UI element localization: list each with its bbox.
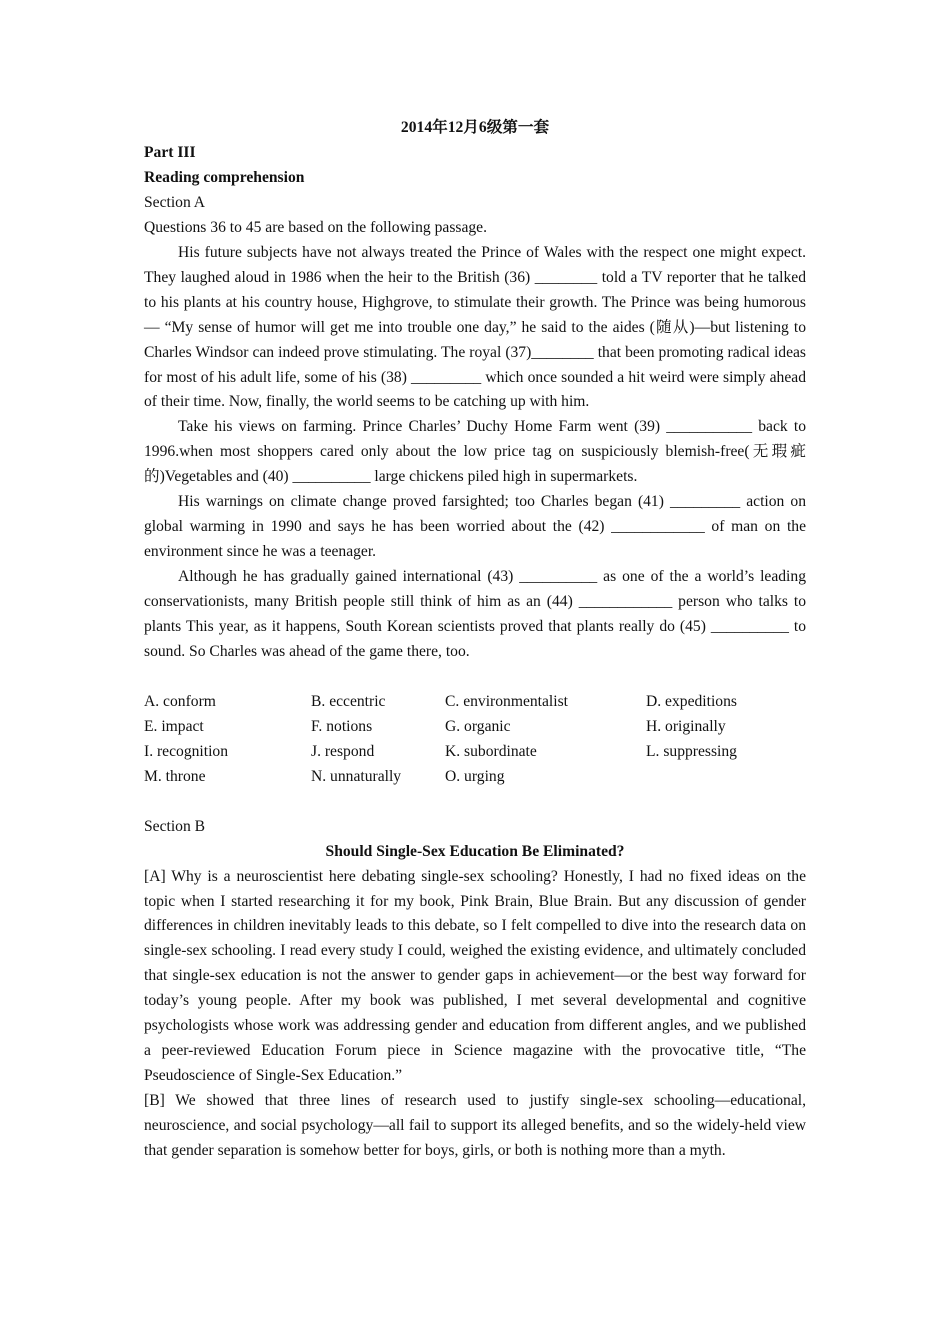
option-item: H. originally <box>646 717 726 735</box>
option-item: M. throne <box>144 767 206 785</box>
option-item: D. expeditions <box>646 692 737 710</box>
passage-paragraph: Take his views on farming. Prince Charles’ Duchy Home Farm went (39) ___________ back to 1996.when most shoppers cared only about the low price tag on suspiciously blemish-free(无瑕疵的)Vegetables and (40) __________ large chickens piled high in supermarkets. <box>144 418 806 486</box>
option-item: G. organic <box>445 717 511 735</box>
passage-paragraph: His warnings on climate change proved farsighted; too Charles began (41) _________ action on global warming in 1990 and says he has been worried about the (42) ____________ of man on the environment since he was a teenager. <box>144 493 806 561</box>
passage-paragraph: Although he has gradually gained international (43) __________ as one of the a world’s leading conservationists, many British people still think of him as an (44) ____________ person who talks to plants This year, as it happens, South Korean scientists proved that plants really do (45) __________ to sound. So Charles was ahead of the game there, too. <box>144 568 806 661</box>
option-item: B. eccentric <box>311 692 386 710</box>
option-item: A. conform <box>144 692 216 710</box>
option-item: C. environmentalist <box>445 692 568 710</box>
option-item: F. notions <box>311 717 373 735</box>
section-b-label: Section B <box>144 817 206 835</box>
option-item: I. recognition <box>144 742 229 760</box>
section-a-label: Section A <box>144 193 206 211</box>
option-item: K. subordinate <box>445 742 537 760</box>
part-title: Reading comprehension <box>144 168 305 186</box>
document-page <box>144 116 806 1164</box>
option-item: L. suppressing <box>646 742 737 760</box>
section-a-instruction: Questions 36 to 45 are based on the following passage. <box>144 218 487 236</box>
option-item: E. impact <box>144 717 204 735</box>
passage-paragraph: His future subjects have not always treated the Prince of Wales with the respect one might expect. They laughed aloud in 1986 when the heir to the British (36) ________ told a TV reporter that he talked to his plants at his country house, Highgrove, to stimulate their growth. The Prince was being humorous— “My sense of humor will get me into trouble one day,” he said to the aides (随从)—but listening to Charles Windsor can indeed prove stimulating. The royal (37)________ that been promoting radical ideas for most of his adult life, some of his (38) _________ which once sounded a hit weird were simply ahead of their time. Now, finally, the world seems to be catching up with him. <box>144 243 806 411</box>
option-item: O. urging <box>445 767 505 785</box>
part-heading: Part III <box>144 143 196 161</box>
option-item: J. respond <box>311 742 375 760</box>
spacer <box>144 790 806 815</box>
option-item: N. unnaturally <box>311 767 402 785</box>
section-b-title: Should Single-Sex Education Be Eliminated? <box>325 842 625 860</box>
article-paragraph: [A] Why is a neuroscientist here debating single-sex schooling? Honestly, I had no fixed ideas on the topic when I started researching it for my book, Pink Brain, Blue Brain. But any discussion of gender differences in children inevitably leads to this debate, so I felt compelled to dive into the research data on single-sex schooling. I read every study I could, weighed the existing evidence, and ultimately concluded that single-sex education is not the answer to gender gaps in achievement—or the best way forward for today’s young people. After my book was published, I met several developmental and cognitive psychologists whose work was addressing gender and education from different angles, and we published a peer-reviewed Education Forum piece in Science magazine with the provocative title, “The Pseudoscience of Single-Sex Education.” <box>144 867 806 1085</box>
word-bank <box>144 690 806 790</box>
article-paragraph: [B] We showed that three lines of research used to justify single-sex schooling—educational, neuroscience, and social psychology—all fail to support its alleged benefits, and so the widely-held view that gender separation is somehow better for boys, girls, or both is nothing more than a myth. <box>144 1092 806 1160</box>
document-title: 2014年12月6级第一套 <box>400 119 550 136</box>
